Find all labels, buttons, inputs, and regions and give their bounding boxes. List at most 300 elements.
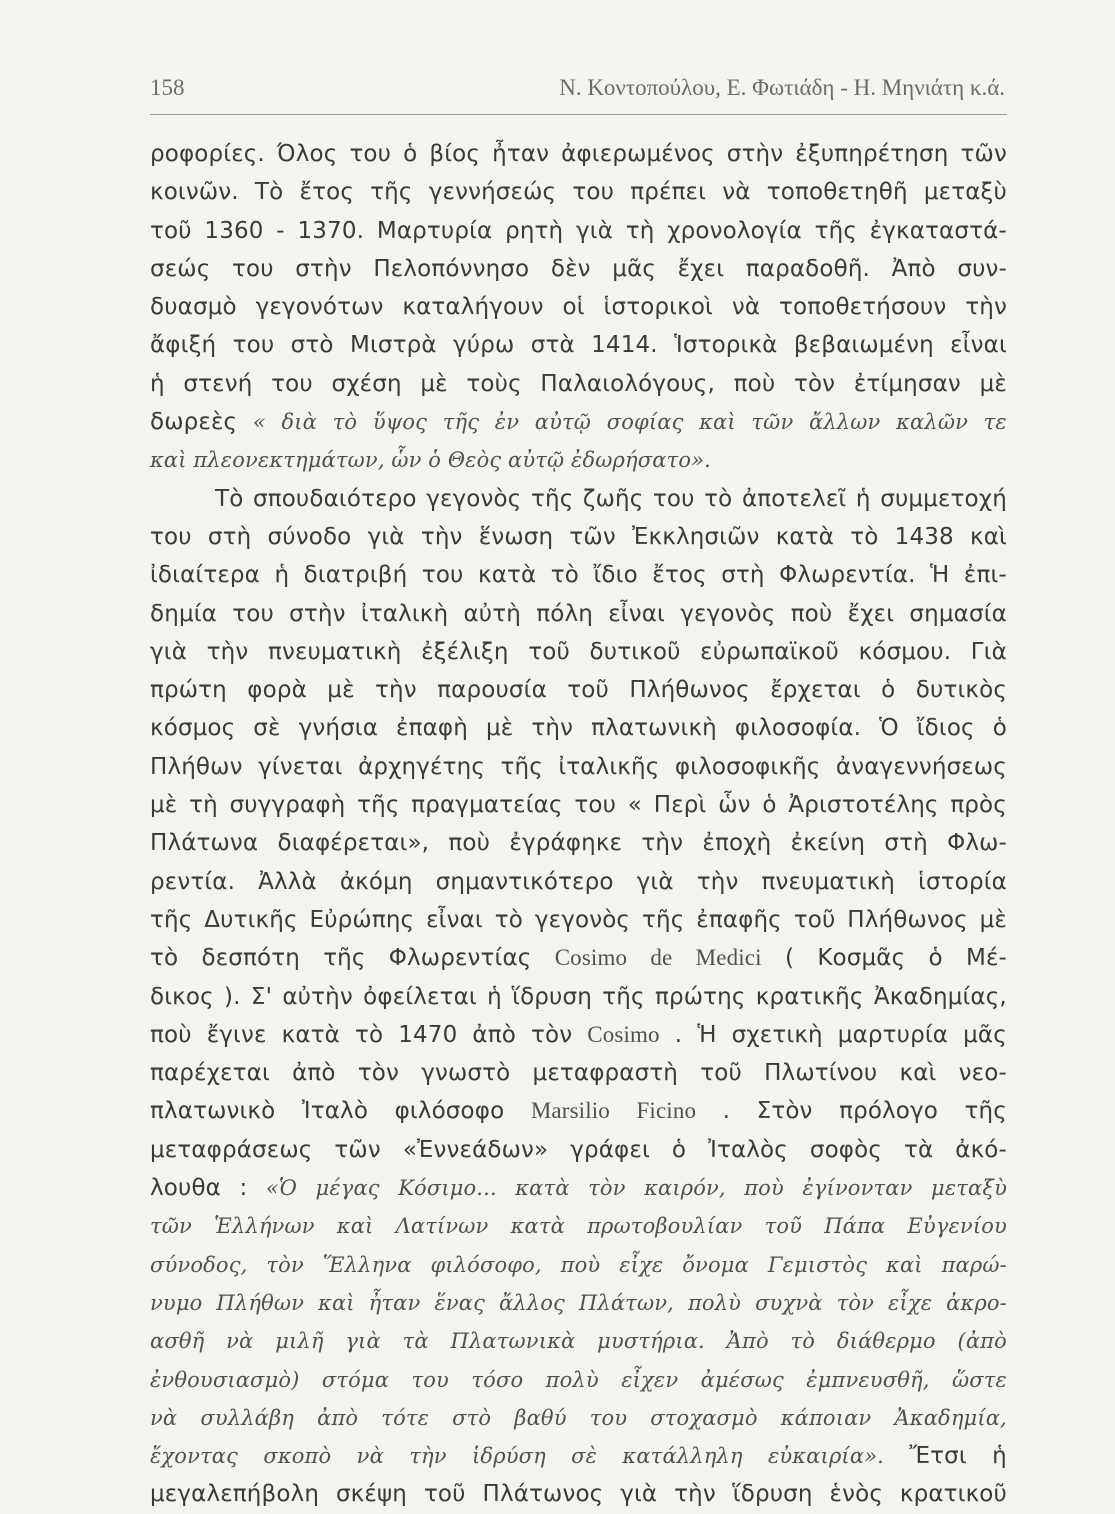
word: Στὸν (756, 1098, 813, 1125)
text-line (150, 1284, 1007, 1322)
word: ποὺ (733, 370, 776, 397)
word: πνευματικὴ (761, 868, 896, 895)
word: Ἰταλὸ (301, 1098, 369, 1125)
word: τοποθετήσουν (779, 294, 947, 321)
word: του (572, 179, 615, 206)
text-line (150, 1207, 1007, 1245)
word: ἀκρο- (946, 1290, 1007, 1315)
word: ποὺ (790, 600, 833, 627)
word: κάποιαν (780, 1405, 872, 1430)
word: τοῦ (150, 217, 192, 244)
text-line (150, 939, 1007, 977)
word: συλλάβη (200, 1405, 295, 1430)
word: κατάλληλη (622, 1444, 743, 1469)
running-head: Ν. Κοντοπούλου, Ε. Φωτιάδη - Η. Μηνιάτη κ.ά. (559, 75, 1005, 100)
word: μᾶς (963, 1021, 1007, 1048)
word: ὄνομα (682, 1252, 749, 1277)
word: 1414. (591, 332, 658, 359)
word: στὴν (295, 255, 352, 282)
word: σοφὸς (809, 1136, 883, 1163)
word: Γιὰ (970, 638, 1007, 665)
word: διάθερμο (836, 1329, 936, 1354)
word: μὲ (327, 677, 355, 704)
word: σὲ (571, 1444, 598, 1469)
word: μεταξὺ (931, 1176, 1007, 1201)
word: Πλήθωνος (629, 677, 750, 704)
word: τὸν (836, 1290, 875, 1315)
word: Cosimo (587, 1021, 660, 1047)
word: Γεμιστὸς (767, 1252, 868, 1277)
word: ἀκόμη (339, 868, 413, 895)
word: Ἐκκλησιῶν (632, 523, 760, 550)
text-line (150, 365, 1007, 403)
word: Εὐγενίου (907, 1214, 1007, 1239)
word: του (411, 1367, 449, 1392)
word: ἱστορία (918, 868, 1007, 895)
word: στὴ (721, 562, 765, 589)
word: καὶ (336, 1214, 374, 1239)
word: Μέ- (965, 945, 1007, 972)
word: αὐτὴ (463, 600, 521, 627)
text-line (150, 1399, 1007, 1437)
word: στὴ (207, 523, 252, 550)
word: τὴν (375, 677, 417, 704)
word: τὰ (903, 1136, 934, 1163)
word: : (239, 1175, 248, 1202)
word: φιλόσοφο (394, 1098, 505, 1125)
word: ἔχει (847, 600, 895, 627)
word: στὴ (884, 830, 928, 857)
text-line (150, 748, 1007, 786)
word: του (589, 1405, 628, 1430)
word: ἐξέλιξη (421, 638, 509, 665)
word: τῶν (334, 1136, 381, 1163)
word: στὴν (289, 600, 346, 627)
word: ἑνὸς (829, 1481, 883, 1508)
word: νεο- (958, 1060, 1007, 1087)
word: τὸ (150, 945, 179, 972)
text-line (150, 786, 1007, 824)
word: στὴν (726, 141, 784, 167)
word: νὰ (226, 1329, 254, 1354)
word: του (574, 792, 617, 819)
word: γεγονὸς (534, 906, 631, 933)
word: ἡ (274, 562, 290, 589)
text-line (150, 824, 1007, 862)
word: εὐρωπαϊκοῦ (700, 638, 839, 665)
word: ροφορίες. (150, 141, 265, 167)
word: ὥστε (951, 1367, 1007, 1392)
word: ἄλλος (498, 1290, 565, 1315)
text-line (150, 556, 1007, 594)
word: συγγραφὴ (229, 792, 346, 819)
word: μὲ (420, 370, 448, 397)
word: τῆς (530, 485, 574, 512)
word: τὸ (354, 1021, 384, 1048)
word: παρέχεται (150, 1060, 270, 1087)
word: τὴν (409, 1444, 447, 1469)
word: ἱστορικοὶ (603, 294, 713, 321)
word: γίνεται (258, 753, 343, 780)
word: σύνοδος, (150, 1252, 248, 1277)
word: Πλήθωνος (847, 906, 968, 933)
word: σχέση (331, 370, 402, 397)
word: τοὺς (466, 370, 522, 397)
word: ἄλλων (809, 410, 881, 435)
word: στενή (183, 370, 253, 397)
text-line (150, 1246, 1007, 1284)
word: τὸ (790, 1329, 816, 1354)
word: νὰ (722, 179, 751, 206)
word: σοφίας (606, 410, 684, 435)
word: διατριβή (303, 562, 408, 589)
word: γεγονότων (255, 294, 384, 321)
word: γιὰ (367, 523, 405, 550)
word: γνωστὸ (421, 1060, 511, 1087)
word: κατὰ (515, 1176, 570, 1201)
word: πλεονεκτημάτων, (193, 448, 385, 473)
word: βίος (429, 141, 481, 167)
word: ποὺ (150, 1021, 192, 1048)
word: σπουδαιότερο (252, 485, 417, 512)
text-line (150, 1322, 1007, 1360)
word: τὸν (357, 1060, 400, 1087)
word: καὶ (899, 1060, 937, 1087)
word: ἐποχὴ (702, 830, 772, 857)
word: Ἀκαδημίας, (873, 983, 1007, 1010)
word: ὁ (403, 141, 418, 167)
word: ὀφείλεται (363, 983, 477, 1010)
word: σὲ (253, 715, 281, 742)
word: τῆς (602, 983, 645, 1010)
word: ὁ (881, 677, 896, 704)
word: του (421, 562, 464, 589)
word: μεταφραστὴ (532, 1060, 679, 1087)
page-header (150, 75, 1005, 101)
word: « (627, 792, 643, 819)
word: « (252, 410, 266, 435)
word: Περὶ (653, 792, 707, 819)
text-line (150, 978, 1007, 1016)
word: γιὰ (620, 1481, 658, 1508)
word: γύρω (453, 332, 515, 359)
word: ἀμέσως (700, 1367, 784, 1392)
word: Ἀκαδημία, (894, 1405, 1007, 1430)
word: διὰ (281, 410, 317, 435)
word: σεώς (150, 255, 211, 282)
word: τοῦ (793, 906, 836, 933)
word: ἦταν (492, 141, 550, 167)
word: πρόλογο (839, 1098, 939, 1125)
word: Φλωρεντίας (388, 945, 532, 972)
word: σημαντικότερο (435, 868, 614, 895)
word: ἴδιος (916, 715, 975, 742)
word: ὕψος (372, 410, 428, 435)
word: συν- (957, 255, 1007, 282)
word: τὸν (266, 1252, 304, 1277)
word: τὴν (641, 830, 684, 857)
word: συμμετοχή (880, 485, 1007, 512)
word: ἡ (992, 1443, 1007, 1470)
word: καὶ (886, 1252, 923, 1277)
word: εἶναι (950, 332, 1007, 359)
word: ἔχοντας (150, 1444, 239, 1469)
page-number: 158 (150, 75, 185, 100)
word: σχετικὴ (731, 1021, 823, 1048)
word: τὴ (625, 217, 655, 244)
word: ). (224, 983, 241, 1010)
word: πρώτης (654, 983, 746, 1010)
word: Δυτικῆς (204, 906, 298, 933)
word: συχνὰ (755, 1290, 823, 1315)
word: οἱ (562, 294, 585, 321)
word: «Ἐννεάδων» (402, 1136, 549, 1163)
word: Πάπα (824, 1214, 886, 1239)
word: Ἀπὸ (726, 1329, 769, 1354)
word: μὲ (979, 906, 1007, 933)
word: ἀπὸ (292, 1060, 336, 1087)
word: ἰδιαίτερα (150, 562, 260, 589)
word: ἐπι- (963, 562, 1007, 589)
word: νὰ (731, 294, 761, 321)
word: τόσο (471, 1367, 524, 1392)
word: ὁ (428, 448, 442, 473)
word: κόσμος (150, 715, 236, 742)
word: τῆς (500, 753, 543, 780)
word: τὸ (704, 485, 733, 512)
word: ἐγράφηκε (509, 830, 623, 857)
word: ἱδρύση (472, 1444, 546, 1469)
text-line (150, 250, 1007, 288)
word: ἡ (487, 983, 502, 1010)
word: ἐμπνευσθῆ, (806, 1367, 930, 1392)
word: τοποθετηθῆ (766, 179, 908, 206)
word: γιὰ (345, 1329, 381, 1354)
word: ἵδρυση (512, 983, 592, 1010)
word: χρονολογία (667, 217, 802, 244)
header-rule (150, 114, 1007, 115)
body-text (150, 135, 1007, 1514)
text-line (150, 403, 1007, 441)
word: ασθῆ (150, 1329, 205, 1354)
text-line (150, 518, 1007, 556)
word: Κόσιμο... (398, 1176, 497, 1201)
word: ἐκείνη (790, 830, 866, 857)
word: πλατωνικὸ (150, 1098, 276, 1125)
text-line (150, 671, 1007, 709)
word: κοινῶν. (150, 179, 239, 206)
word: Μιστρὰ (349, 332, 437, 359)
word: Ἕλληνα (322, 1252, 412, 1277)
text-line (150, 1361, 1007, 1399)
word: Ἑλλήνων (214, 1214, 315, 1239)
word: Φλωρεντία. (779, 562, 916, 589)
word: (ἀπὸ (957, 1329, 1007, 1354)
word: φορὰ (247, 677, 307, 704)
word: - (276, 217, 285, 244)
word: φιλοσοφία. (734, 715, 862, 742)
text-line (150, 709, 1007, 747)
text-line (150, 1054, 1007, 1092)
word: λουθα (150, 1175, 221, 1202)
word: τοῦ (423, 1481, 466, 1508)
word: κρατικῆς (755, 983, 864, 1010)
text-line (150, 212, 1007, 250)
word: . (674, 1021, 683, 1048)
word: εὐκαιρία». (767, 1444, 884, 1469)
text-line (150, 480, 1007, 518)
word: Θεὸς (447, 448, 502, 473)
word: ὧν (391, 448, 422, 473)
word: του (349, 141, 392, 167)
word: τῆς (150, 906, 193, 933)
word: τῆς (641, 906, 685, 933)
word: πόλη (536, 600, 593, 627)
word: πραγματείας (411, 792, 563, 819)
word: ἀναγεννήσεως (835, 753, 1007, 780)
word: ἐν (494, 410, 520, 435)
word: τῶν (569, 523, 616, 550)
word: φιλοσοφικῆς (674, 753, 821, 780)
word: . (722, 1098, 731, 1125)
word: πρώτη (150, 677, 227, 704)
word: ἀπὸ (317, 1405, 359, 1430)
word: μυστήρια. (597, 1329, 705, 1354)
text-line (150, 173, 1007, 211)
word: πολὺ (687, 1290, 742, 1315)
word: Κοσμᾶς (817, 945, 906, 972)
word: αὐτῷ (534, 410, 592, 435)
word: μέγας (315, 1176, 380, 1201)
word: δὲν (550, 255, 591, 282)
word: ποὺ (448, 830, 491, 857)
word: σκέψη (335, 1481, 408, 1508)
word: ὁ (671, 1136, 687, 1163)
text-line (150, 901, 1007, 939)
word: ἔρχεται (770, 677, 861, 704)
word: ἦταν (368, 1290, 421, 1315)
word: νὰ (150, 1405, 178, 1430)
word: ἐξυπηρέτηση (795, 141, 949, 167)
word: ἀκό- (955, 1136, 1007, 1163)
word: παραδοθῆ. (745, 255, 871, 282)
word: 1360 (204, 217, 264, 244)
word: καιρόν, (644, 1176, 726, 1201)
word: 1370. (297, 217, 365, 244)
word: σημασία (909, 600, 1007, 627)
text-line (150, 1475, 1007, 1513)
word: μὲ (979, 370, 1007, 397)
word: πρέπει (630, 179, 707, 206)
word: κατὰ (281, 1021, 340, 1048)
word: τὴ (189, 792, 218, 819)
word: ἐγίνονταν (802, 1176, 913, 1201)
word: πνευματικὴ (267, 638, 402, 665)
word: στὰ (530, 332, 575, 359)
word: κατὰ (510, 1214, 565, 1239)
text-line (150, 633, 1007, 671)
word: ὧν (718, 792, 751, 819)
word: μεταφράσεως (150, 1136, 313, 1163)
word: ποὺ (744, 1176, 784, 1201)
word: Marsilio (530, 1098, 610, 1124)
word: καλῶν (896, 410, 969, 435)
word: τοῦ (528, 638, 570, 665)
word: de (650, 945, 673, 971)
word: ἀρχηγέτης (358, 753, 486, 780)
word: πλατωνικὴ (591, 715, 717, 742)
word: καὶ (699, 410, 736, 435)
word: τῶν (960, 141, 1007, 167)
word: εἶχεν (621, 1367, 679, 1392)
word: πρωτοβουλίαν (587, 1214, 743, 1239)
word: ἄφιξή (150, 332, 217, 359)
word: τὰ (402, 1329, 429, 1354)
word: τοῦ (567, 677, 609, 704)
word: Πλάτωνα (150, 830, 259, 857)
word: Ἰταλὸς (708, 1136, 788, 1163)
word: τῶν (150, 1214, 192, 1239)
word: τὸ (850, 523, 879, 550)
text-line (150, 326, 1007, 364)
word: τὴν (420, 523, 463, 550)
word: Πλωτίνου (764, 1060, 878, 1087)
word: τῆς (357, 792, 400, 819)
word: τὴν (531, 715, 574, 742)
word: ποὺ (560, 1252, 601, 1277)
word: ὁ (762, 792, 777, 819)
word: Ἀλλὰ (258, 868, 317, 895)
word: δυτικὸς (915, 677, 1007, 704)
word: τὸν (588, 1176, 626, 1201)
word: γιὰ (150, 638, 188, 665)
word: ἐνθουσιασμὸ) (150, 1367, 300, 1392)
word: δωρεὲς (150, 409, 238, 436)
word: κρατικοῦ (899, 1481, 1007, 1508)
word: παρώ- (941, 1252, 1007, 1277)
word: ἀπὸ (472, 1021, 516, 1048)
word: δυτικοῦ (589, 638, 681, 665)
word: στὸ (452, 1405, 492, 1430)
word: Πλάτων, (578, 1290, 674, 1315)
word: τὸν (793, 370, 836, 397)
word: μαρτυρία (837, 1021, 949, 1048)
word: πρὸς (950, 792, 1007, 819)
word: γεγονὸς (426, 485, 522, 512)
word: ἴδιο (593, 562, 638, 589)
word: Medici (695, 945, 762, 971)
word: ρητὴ (505, 217, 564, 244)
word: Πλατωνικὰ (450, 1329, 576, 1354)
word: γεγονὸς (680, 600, 776, 627)
word: «Ὁ (265, 1176, 298, 1201)
text-line (150, 1016, 1007, 1054)
word: Ἀριστοτέλης (788, 792, 939, 819)
word: κόσμου. (858, 638, 952, 665)
word: Πελοπόννησο (373, 255, 530, 282)
text-line (150, 1092, 1007, 1130)
word: Παλαιολόγους, (540, 370, 715, 397)
word: δεσπότη (201, 945, 300, 972)
text-line (150, 595, 1007, 633)
word: τοῦ (764, 1214, 803, 1239)
word: τὸ (494, 906, 523, 933)
word: δημία (150, 600, 217, 627)
word: του (231, 255, 274, 282)
word: γιὰ (636, 868, 674, 895)
word: Μαρτυρία (376, 217, 493, 244)
word: ζωῆς (582, 485, 644, 512)
